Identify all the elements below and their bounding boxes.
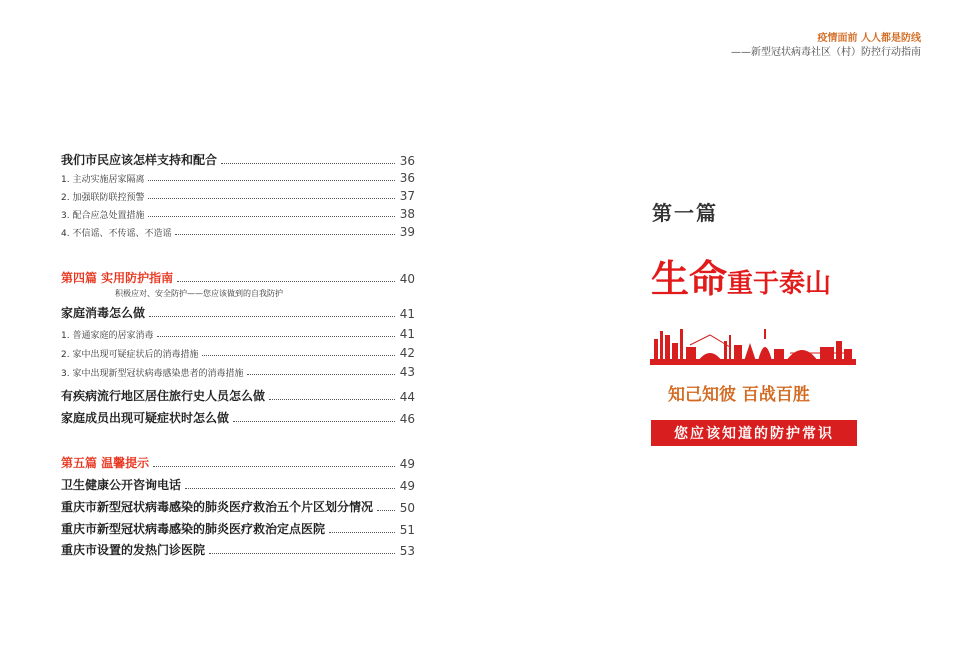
toc-leader (148, 179, 395, 181)
toc-page: 42 (399, 346, 415, 360)
toc-page: 43 (399, 365, 415, 379)
toc-entry-title: 重庆市设置的发热门诊医院 (61, 543, 206, 557)
section-label: 第一篇 (652, 201, 718, 225)
toc-leader (148, 197, 395, 199)
toc-entry[interactable] (61, 409, 415, 426)
toc-section-heading[interactable] (61, 269, 415, 286)
toc-entry-title: 第四篇 实用防护指南 (61, 271, 174, 285)
toc-leader (149, 315, 395, 317)
toc-entry[interactable] (61, 387, 415, 404)
header-slogan: 疫情面前 人人都是防线 (817, 33, 921, 44)
toc-entry[interactable] (61, 346, 415, 360)
toc-entry-title: 2. 加强联防联控预警 (61, 193, 145, 203)
toc-entry-title: 3. 配合应急处置措施 (61, 211, 145, 221)
toc-entry[interactable] (61, 520, 415, 537)
toc-leader (269, 398, 395, 400)
toc-leader (148, 215, 395, 217)
toc-entry[interactable] (61, 365, 415, 379)
toc-entry[interactable] (61, 498, 415, 515)
motto-text: 知己知彼 百战百胜 (668, 385, 810, 405)
toc-entry-title: 1. 普通家庭的居家消毒 (61, 331, 154, 341)
toc-entry-title: 4. 不信谣、不传谣、不造谣 (61, 229, 172, 239)
toc-page: 49 (399, 457, 415, 471)
toc-page: 36 (399, 154, 415, 168)
toc-entry-title: 1. 主动实施居家隔离 (61, 175, 145, 185)
toc-leader (377, 509, 395, 511)
toc-page: 49 (399, 479, 415, 493)
toc-entry[interactable] (61, 207, 415, 221)
toc-page: 50 (399, 501, 415, 515)
toc-page: 41 (399, 307, 415, 321)
toc-page: 40 (399, 272, 415, 286)
toc-page: 53 (399, 544, 415, 558)
toc-entry[interactable] (61, 327, 415, 341)
toc-page: 46 (399, 412, 415, 426)
page-header (731, 32, 921, 60)
toc-page: 37 (399, 189, 415, 203)
toc-entry[interactable] (61, 304, 415, 321)
toc-entry-title: 重庆市新型冠状病毒感染的肺炎医疗救治五个片区划分情况 (61, 500, 374, 514)
toc-entry-title: 家庭消毒怎么做 (61, 306, 146, 320)
toc-entry-title: 2. 家中出现可疑症状后的消毒措施 (61, 350, 199, 360)
toc-leader (202, 354, 395, 356)
slogan-rest-text: 重于泰山 (727, 269, 832, 299)
toc-entry[interactable] (61, 171, 415, 185)
toc-page: 39 (399, 225, 415, 239)
toc-entry[interactable] (61, 476, 415, 493)
toc-entry[interactable] (61, 541, 415, 558)
toc-leader (209, 552, 395, 554)
toc-leader (329, 531, 395, 533)
banner (651, 420, 857, 446)
banner-text: 您应该知道的防护常识 (674, 426, 834, 442)
toc-entry-title: 卫生健康公开咨询电话 (61, 478, 182, 492)
toc-leader (185, 487, 395, 489)
section-slogan (651, 248, 831, 303)
toc-page: 41 (399, 327, 415, 341)
slogan-big-text: 生命 (651, 257, 728, 301)
toc-leader (177, 280, 395, 282)
toc-leader (175, 233, 395, 235)
toc-entry-title: 重庆市新型冠状病毒感染的肺炎医疗救治定点医院 (61, 522, 326, 536)
toc-page: 38 (399, 207, 415, 221)
toc-leader (153, 465, 395, 467)
toc-entry[interactable] (61, 151, 415, 168)
toc-entry-title: 家庭成员出现可疑症状时怎么做 (61, 411, 230, 425)
toc-entry[interactable] (61, 225, 415, 239)
toc-page: 51 (399, 523, 415, 537)
toc-leader (157, 335, 395, 337)
toc-entry-title: 有疾病流行地区居住旅行史人员怎么做 (61, 389, 266, 403)
header-subtitle: ——新型冠状病毒社区（村）防控行动指南 (731, 47, 921, 58)
toc-entry[interactable] (61, 189, 415, 203)
toc-entry-title: 3. 家中出现新型冠状病毒感染患者的消毒措施 (61, 369, 244, 379)
section-subtitle: 积极应对、安全防护——您应该做到的自我防护 (115, 289, 283, 298)
toc-entry-title: 我们市民应该怎样支持和配合 (61, 153, 218, 167)
toc-section-heading[interactable] (61, 454, 415, 471)
toc-page: 36 (399, 171, 415, 185)
toc-leader (233, 420, 395, 422)
toc-page: 44 (399, 390, 415, 404)
toc-entry-title: 第五篇 温馨提示 (61, 456, 150, 470)
toc-leader (247, 373, 395, 375)
city-skyline-illustration (650, 325, 856, 365)
toc-leader (221, 162, 395, 164)
